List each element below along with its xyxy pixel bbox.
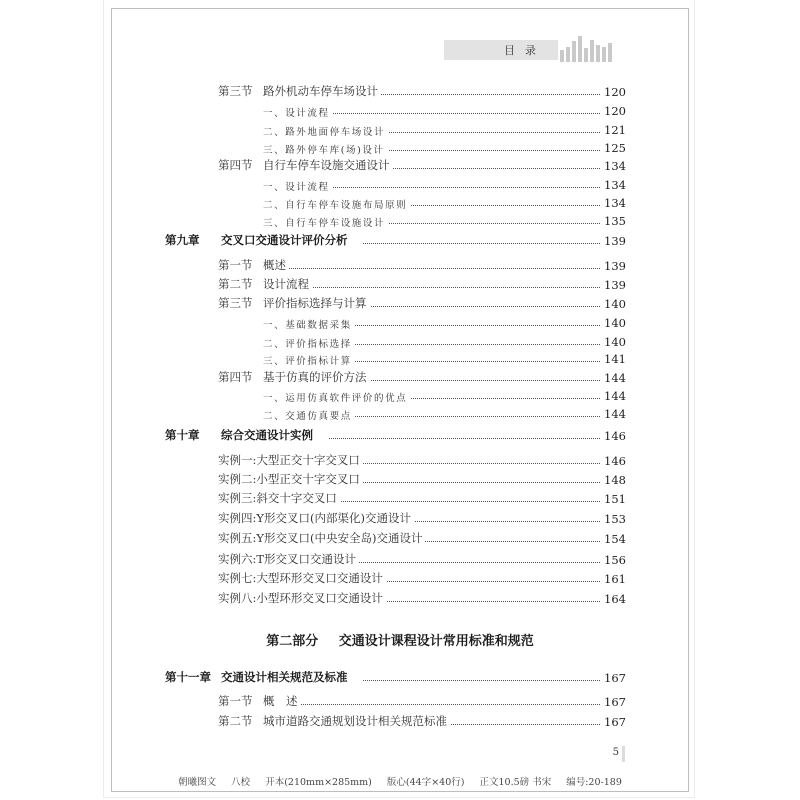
toc-page-number: 161 bbox=[601, 572, 626, 586]
toc-entry-text: 实例三:斜交十字交叉口 bbox=[218, 491, 337, 505]
toc-entry-sub bbox=[0, 333, 800, 351]
toc-entry-text: 实例八:小型环形交叉口交通设计 bbox=[218, 591, 383, 605]
toc-entry-sub bbox=[0, 176, 800, 194]
leader-dots bbox=[283, 186, 620, 188]
toc-entry-number: 第三节 bbox=[218, 296, 253, 310]
toc-entry-text: 路外机动车停车场设计 bbox=[263, 84, 378, 98]
toc-entry-title bbox=[263, 408, 355, 422]
toc-entry-example bbox=[0, 471, 800, 489]
toc-page-number: 134 bbox=[601, 159, 626, 173]
toc-entry-sub bbox=[0, 350, 800, 368]
imprint-proof: 八校 bbox=[231, 777, 251, 788]
page-number bbox=[575, 747, 625, 763]
toc-page-number: 139 bbox=[601, 234, 626, 248]
toc-entry-example bbox=[0, 551, 800, 569]
imprint-format: 开本(210mm×285mm) bbox=[265, 777, 372, 788]
toc-entry-section bbox=[0, 295, 800, 313]
toc-entry-number: 第四节 bbox=[218, 158, 253, 172]
toc-entry-title bbox=[218, 295, 370, 311]
toc-page-number: 151 bbox=[601, 492, 626, 506]
toc-entry-text: 基于仿真的评价方法 bbox=[263, 370, 367, 384]
toc-entry-sub bbox=[0, 194, 800, 212]
toc-entry-number: 第三节 bbox=[218, 84, 253, 98]
toc-entry-section bbox=[0, 693, 800, 711]
toc-entry-example bbox=[0, 570, 800, 588]
toc-page-number: 141 bbox=[601, 352, 626, 366]
toc-page-number: 146 bbox=[601, 429, 626, 443]
toc-entry-sub bbox=[0, 314, 800, 332]
toc-entry-section bbox=[0, 369, 800, 387]
toc-page-number: 144 bbox=[601, 407, 626, 421]
toc-entry-title bbox=[218, 471, 363, 487]
toc-entry-title bbox=[218, 276, 312, 292]
toc-entry-chapter bbox=[0, 427, 800, 445]
toc-entry-text: 城市道路交通规划设计相关规范标准 bbox=[263, 714, 447, 728]
toc-entry-text: 一、基础数据采集 bbox=[263, 320, 352, 331]
toc-entry-chapter bbox=[0, 669, 800, 687]
toc-entry-text: 概 述 bbox=[263, 694, 298, 708]
toc-entry-title bbox=[263, 317, 355, 331]
toc-entry-title bbox=[263, 179, 333, 193]
toc-entry-text: 三、评价指标计算 bbox=[263, 356, 352, 367]
toc-entry-title bbox=[218, 83, 381, 99]
toc-entry-text: 自行车停车设施交通设计 bbox=[263, 158, 390, 172]
leader-dots bbox=[283, 112, 620, 114]
toc-entry-title bbox=[218, 369, 370, 385]
toc-page-number: 125 bbox=[601, 141, 626, 155]
toc-entry-sub bbox=[0, 121, 800, 139]
toc-entry-title bbox=[218, 490, 340, 506]
toc-entry-text: 二、交通仿真要点 bbox=[263, 411, 352, 422]
toc-entry-text: 二、评价指标选择 bbox=[263, 339, 352, 350]
toc-entry-sub bbox=[0, 139, 800, 157]
toc-page-number: 148 bbox=[601, 473, 626, 487]
toc-entry-text: 一、运用仿真软件评价的优点 bbox=[263, 393, 408, 404]
toc-entry-sub bbox=[0, 102, 800, 120]
toc-entry-number: 第二节 bbox=[218, 714, 253, 728]
page-number-tick bbox=[622, 746, 625, 762]
toc-page-number: 140 bbox=[601, 316, 626, 330]
toc-entry-text: 设计流程 bbox=[263, 277, 309, 291]
toc-entry-title bbox=[218, 693, 301, 709]
toc-entry-text: 概述 bbox=[263, 258, 286, 272]
toc-entry-sub bbox=[0, 405, 800, 423]
leader-dots bbox=[238, 267, 620, 269]
toc-entry-section bbox=[0, 257, 800, 275]
toc-entry-number: 第十章 bbox=[165, 428, 200, 442]
toc-entry-title bbox=[218, 530, 425, 546]
bar-decoration-icon bbox=[560, 36, 670, 62]
imprint-line bbox=[0, 774, 800, 788]
toc-entry-sub bbox=[0, 387, 800, 405]
toc-page-number: 164 bbox=[601, 592, 626, 606]
toc-entry-number: 第十一章 bbox=[165, 670, 211, 684]
part-number: 第二部分 bbox=[266, 634, 319, 649]
toc-entry-number: 第一节 bbox=[218, 258, 253, 272]
toc-entry-title bbox=[165, 669, 362, 685]
toc-page-number: 144 bbox=[601, 371, 626, 385]
toc-page-number: 167 bbox=[601, 671, 626, 685]
toc-entry-section bbox=[0, 276, 800, 294]
toc-page-number: 120 bbox=[601, 104, 626, 118]
toc-page-number: 120 bbox=[601, 85, 626, 99]
toc-entry-title bbox=[218, 713, 450, 729]
toc-entry-text: 三、自行车停车设施设计 bbox=[263, 218, 386, 229]
toc-page-number: 139 bbox=[601, 278, 626, 292]
toc-page-number: 134 bbox=[601, 196, 626, 210]
imprint-layout: 版心(44字×40行) bbox=[386, 777, 465, 788]
toc-page-number: 153 bbox=[601, 512, 626, 526]
toc-entry-chapter bbox=[0, 232, 800, 250]
toc-entry-text: 三、路外停车库(场)设计 bbox=[263, 145, 385, 156]
toc-entry-title bbox=[218, 590, 386, 606]
toc-entry-example bbox=[0, 530, 800, 548]
toc-entry-example bbox=[0, 590, 800, 608]
toc-entry-text: 实例六:T形交叉口交通设计 bbox=[218, 552, 357, 566]
toc-entry-title bbox=[263, 124, 388, 138]
toc-page-number: 154 bbox=[601, 532, 626, 546]
toc-page-number: 156 bbox=[601, 553, 626, 567]
toc-entry-title bbox=[263, 353, 355, 367]
toc-entry-text: 二、路外地面停车场设计 bbox=[263, 127, 386, 138]
toc-entry-title bbox=[218, 510, 414, 526]
toc-entry-text: 实例一:大型正交十字交叉口 bbox=[218, 453, 360, 467]
toc-entry-text: 一、设计流程 bbox=[263, 108, 330, 119]
toc-page-number: 121 bbox=[601, 123, 626, 137]
toc-page-number: 134 bbox=[601, 178, 626, 192]
toc-page-number: 144 bbox=[601, 389, 626, 403]
toc-entry-text: 实例七:大型环形交叉口交通设计 bbox=[218, 571, 383, 585]
toc-entry-example bbox=[0, 490, 800, 508]
toc-entry-title bbox=[218, 570, 386, 586]
toc-entry-section bbox=[0, 83, 800, 101]
toc-entry-title bbox=[218, 157, 393, 173]
toc-entry-section bbox=[0, 713, 800, 731]
toc-entry-title bbox=[263, 142, 388, 156]
toc-entry-text: 实例四:Y形交叉口(内部渠化)交通设计 bbox=[218, 511, 411, 525]
toc-entry-text: 交通设计相关规范及标准 bbox=[221, 670, 348, 684]
toc-page-number: 167 bbox=[601, 695, 626, 709]
toc-entry-text: 交叉口交通设计评价分析 bbox=[221, 233, 348, 247]
toc-entry-text: 实例二:小型正交十字交叉口 bbox=[218, 472, 360, 486]
toc-entry-text: 实例五:Y形交叉口(中央安全岛)交通设计 bbox=[218, 531, 423, 545]
toc-entry-title bbox=[263, 336, 355, 350]
toc-page-number: 140 bbox=[601, 297, 626, 311]
part-title bbox=[0, 630, 800, 649]
toc-entry-title bbox=[218, 452, 363, 468]
toc-entry-title bbox=[263, 197, 410, 211]
toc-entry-title bbox=[263, 390, 410, 404]
toc-entry-example bbox=[0, 452, 800, 470]
toc-page-number: 139 bbox=[601, 259, 626, 273]
toc-entry-text: 二、自行车停车设施布局原则 bbox=[263, 200, 408, 211]
toc-entry-title bbox=[263, 215, 388, 229]
running-head bbox=[444, 40, 558, 60]
toc-entry-title bbox=[218, 257, 289, 273]
toc-entry-text: 一、设计流程 bbox=[263, 182, 330, 193]
running-head-title: 目录 bbox=[504, 44, 546, 57]
toc-entry-number: 第九章 bbox=[165, 233, 200, 247]
imprint-font: 正文10.5磅 书宋 bbox=[479, 777, 552, 788]
toc-entry-number: 第二节 bbox=[218, 277, 253, 291]
imprint-code: 编号:20-189 bbox=[566, 777, 622, 788]
toc-entry-number: 第一节 bbox=[218, 694, 253, 708]
toc-entry-section bbox=[0, 157, 800, 175]
page-number-text: 5 bbox=[612, 747, 619, 758]
toc-entry-number: 第四节 bbox=[218, 370, 253, 384]
toc-page-number: 140 bbox=[601, 335, 626, 349]
toc-entry-title bbox=[218, 551, 359, 567]
imprint-studio: 朝曦图文 bbox=[178, 777, 217, 788]
toc-entry-title bbox=[165, 232, 362, 248]
toc-entry-example bbox=[0, 510, 800, 528]
toc-entry-text: 评价指标选择与计算 bbox=[263, 296, 367, 310]
toc-page-number: 167 bbox=[601, 715, 626, 729]
toc-page-number: 135 bbox=[601, 214, 626, 228]
toc-entry-title bbox=[263, 105, 333, 119]
part-name: 交通设计课程设计常用标准和规范 bbox=[338, 634, 534, 649]
toc-entry-sub bbox=[0, 212, 800, 230]
toc-entry-title bbox=[165, 427, 328, 443]
toc-page-number: 146 bbox=[601, 454, 626, 468]
toc-entry-text: 综合交通设计实例 bbox=[221, 428, 313, 442]
